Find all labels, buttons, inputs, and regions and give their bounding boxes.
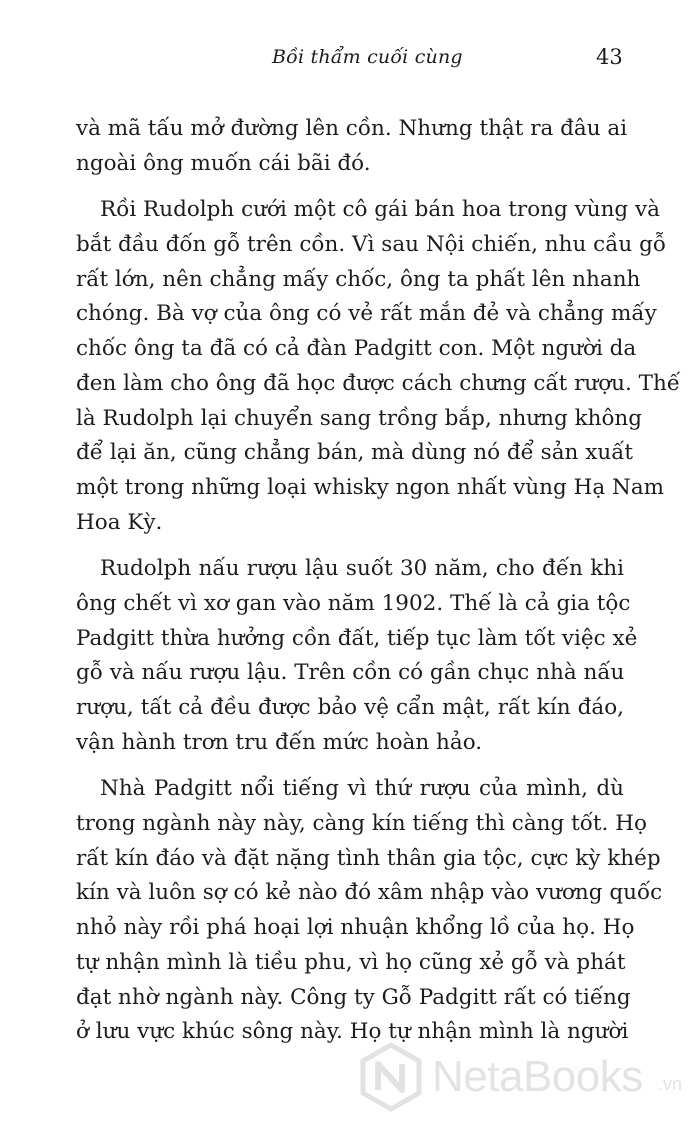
paragraph xyxy=(76,772,663,1050)
paragraph xyxy=(76,193,681,540)
running-header xyxy=(0,46,700,78)
text-line: chóng. Bà vợ của ông có vẻ rất mắn đẻ và chẳng mấy xyxy=(76,301,657,327)
text-line: và mã tấu mở đường lên cồn. Nhưng thật ra đâu ai xyxy=(76,116,628,141)
paragraph-gap xyxy=(76,181,624,193)
book-page-body xyxy=(76,112,681,1050)
watermark-domain: .vn xyxy=(658,1074,683,1094)
paragraph-gap xyxy=(76,540,624,552)
text-line: một trong những loại whisky ngon nhất vùng Hạ Nam xyxy=(76,474,665,500)
text-line: rất lớn, nên chẳng mấy chốc, ông ta phất lên nhanh xyxy=(76,266,641,292)
text-line: vận hành trơn tru đến mức hoàn hảo. xyxy=(76,729,483,755)
text-line: Rồi Rudolph cưới một cô gái bán hoa trong vùng và xyxy=(100,197,660,223)
text-line: để lại ăn, cũng chẳng bán, mà dùng nó để sản xuất xyxy=(76,440,634,466)
running-title: Bồi thẩm cuối cùng xyxy=(272,46,463,68)
text-line: gỗ và nấu rượu lậu. Trên cồn có gần chục nhà nấu xyxy=(76,660,625,686)
text-line: chốc ông ta đã có cả đàn Padgitt con. Một người da xyxy=(76,336,637,362)
paragraph xyxy=(76,112,628,181)
text-line: trong ngành này này, càng kín tiếng thì càng tốt. Họ xyxy=(76,811,647,837)
text-line: rượu, tất cả đều được bảo vệ cẩn mật, rất kín đáo, xyxy=(76,695,624,720)
text-line: ngoài ông muốn cái bãi đó. xyxy=(76,150,371,176)
text-line: kín và luôn sợ có kẻ nào đó xâm nhập vào vương quốc xyxy=(76,880,663,906)
text-line: ở lưu vực khúc sông này. Họ tự nhận mình là người xyxy=(76,1019,629,1045)
text-line: Rudolph nấu rượu lậu suốt 30 năm, cho đến khi xyxy=(100,556,624,582)
paragraph xyxy=(76,552,638,760)
page-number: 43 xyxy=(596,45,623,69)
text-line: đạt nhờ ngành này. Công ty Gỗ Padgitt rất có tiếng xyxy=(76,984,631,1010)
text-line: đen làm cho ông đã học được cách chưng cất rượu. Thế xyxy=(76,370,681,396)
netabooks-logo-icon xyxy=(356,1042,426,1112)
text-line: Nhà Padgitt nổi tiếng vì thứ rượu của mình, dù xyxy=(100,776,624,802)
text-line: bắt đầu đốn gỗ trên cồn. Vì sau Nội chiến, nhu cầu gỗ xyxy=(76,232,666,258)
text-line: nhỏ này rồi phá hoại lợi nhuận khổng lồ của họ. Họ xyxy=(76,915,635,941)
text-line: là Rudolph lại chuyển sang trồng bắp, nhưng không xyxy=(76,405,643,431)
watermark-brand: NetaBooks xyxy=(432,1052,643,1101)
text-line: rất kín đáo và đặt nặng tình thân gia tộc, cực kỳ khép xyxy=(76,845,661,871)
text-line: Hoa Kỳ. xyxy=(76,509,163,535)
text-line: tự nhận mình là tiều phu, vì họ cũng xẻ gỗ và phát xyxy=(76,949,626,975)
text-line: Padgitt thừa hưởng cồn đất, tiếp tục làm tốt việc xẻ xyxy=(76,625,638,651)
text-line: ông chết vì xơ gan vào năm 1902. Thế là cả gia tộc xyxy=(76,590,631,616)
paragraph-gap xyxy=(76,760,624,772)
netabooks-watermark xyxy=(356,1042,696,1112)
